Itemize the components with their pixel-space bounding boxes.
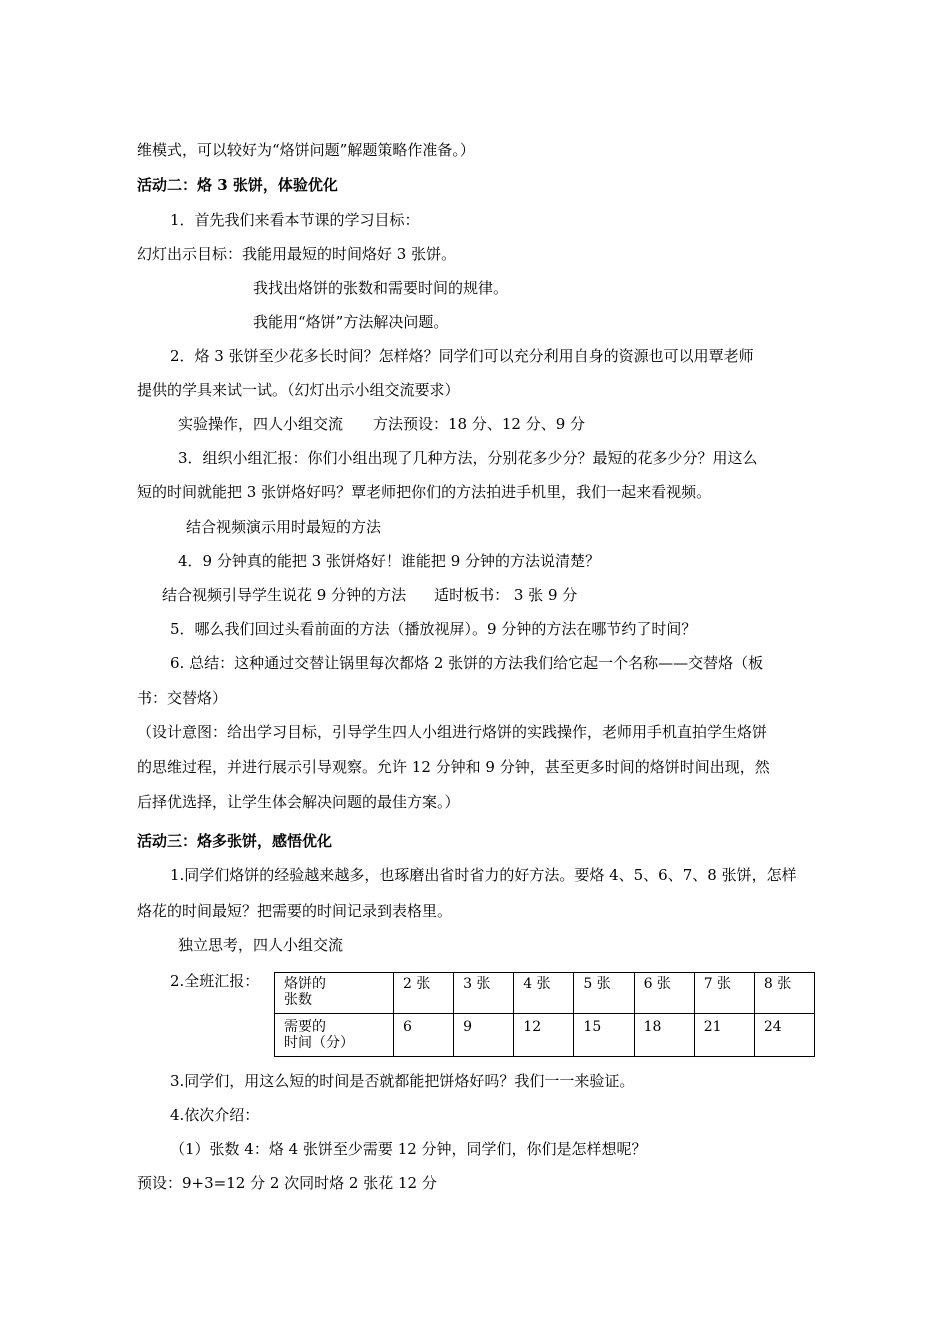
- paragraph-line: 书：交替烙）: [137, 689, 228, 707]
- table-cell: 2 张: [394, 973, 454, 1014]
- table-cell: 8 张: [754, 973, 814, 1014]
- paragraph-line: [178, 414, 585, 434]
- paragraph-line: 预设：9+3=12 分 2 次同时烙 2 张花 12 分: [137, 1174, 437, 1192]
- paragraph-line: 3.同学们，用这么短的时间是否就都能把饼烙好吗？我们一一来验证。: [170, 1072, 635, 1090]
- table-cell: 18: [634, 1014, 694, 1057]
- section-heading-activity-two: 活动二：烙 3 张饼，体验优化: [137, 176, 338, 194]
- table-cell: 6: [394, 1014, 454, 1057]
- paragraph-line: 4.依次介绍：: [170, 1106, 260, 1124]
- paragraph-line: 后择优选择，让学生体会解决问题的最佳方案。）: [137, 793, 460, 811]
- paragraph-line: 烙花的时间最短？把需要的时间记录到表格里。: [137, 902, 453, 920]
- video-guide-text: 结合视频引导学生说花 9 分钟的方法: [162, 586, 407, 604]
- paragraph-line: 3．组织小组汇报：你们小组出现了几种方法，分别花多少分？最短的花多少分？用这么: [178, 449, 758, 467]
- paragraph-line: 短的时间就能把 3 张饼烙好吗？覃老师把你们的方法拍进手机里，我们一起来看视频。: [137, 483, 712, 501]
- paragraph-line: 1．首先我们来看本节课的学习目标：: [170, 211, 420, 229]
- paragraph-line: 维模式，可以较好为“烙饼问题”解题策略作准备。）: [137, 141, 475, 159]
- paragraph-line: （1）张数 4：烙 4 张饼至少需要 12 分钟，同学们，你们是怎样想呢？: [170, 1140, 647, 1158]
- header-line: 时间（分）: [284, 1035, 354, 1051]
- paragraph-line: 幻灯出示目标：我能用最短的时间烙好 3 张饼。: [137, 245, 457, 263]
- header-line: 张数: [284, 992, 312, 1008]
- board-writing-text: 适时板书： 3 张 9 分: [434, 586, 578, 604]
- section-heading-activity-three: 活动三：烙多张饼，感悟优化: [137, 832, 333, 850]
- table-cell: 24: [754, 1014, 814, 1057]
- pancake-time-table: [274, 972, 815, 1057]
- table-cell: 21: [694, 1014, 754, 1057]
- paragraph-line: 6. 总结：这种通过交替让锅里每次都烙 2 张饼的方法我们给它起一个名称——交替烙（板: [170, 654, 764, 672]
- header-line: 需要的: [284, 1019, 326, 1035]
- table-cell: 3 张: [454, 973, 514, 1014]
- paragraph-line: 2.全班汇报：: [170, 972, 260, 990]
- paragraph-line: 的思维过程，并进行展示引导观察。允许 12 分钟和 9 分钟，甚至更多时间的烙饼时间出现，然: [137, 758, 770, 776]
- paragraph-line: 1.同学们烙饼的经验越来越多，也琢磨出省时省力的好方法。要烙 4、5、6、7、8 张饼，怎样: [170, 866, 797, 884]
- table-cell: 9: [454, 1014, 514, 1057]
- table-cell: 15: [574, 1014, 634, 1057]
- experiment-text: 实验操作，四人小组交流: [178, 415, 344, 433]
- table-row: [275, 973, 815, 1014]
- table-cell: 4 张: [514, 973, 574, 1014]
- table-cell: 6 张: [634, 973, 694, 1014]
- paragraph-line: 我找出烙饼的张数和需要时间的规律。: [253, 279, 509, 297]
- method-preset-text: 方法预设：18 分、12 分、9 分: [373, 415, 586, 433]
- header-line: 烙饼的: [284, 976, 326, 992]
- paragraph-line: 5．哪么我们回过头看前面的方法（播放视屏）。9 分钟的方法在哪节约了时间？: [170, 620, 697, 638]
- table-header-cell: [275, 973, 394, 1014]
- table-row: [275, 1014, 815, 1057]
- table-cell: 12: [514, 1014, 574, 1057]
- paragraph-line: 结合视频演示用时最短的方法: [186, 518, 382, 536]
- paragraph-line: 提供的学具来试一试。（幻灯出示小组交流要求）: [137, 381, 460, 399]
- table-header-cell: [275, 1014, 394, 1057]
- paragraph-line: 2．烙 3 张饼至少花多长时间？怎样烙？同学们可以充分利用自身的资源也可以用覃老师: [170, 347, 754, 365]
- paragraph-line: 4．9 分钟真的能把 3 张饼烙好！谁能把 9 分钟的方法说清楚？: [178, 552, 601, 570]
- paragraph-line: 我能用“烙饼”方法解决问题。: [253, 313, 449, 331]
- paragraph-line: 独立思考，四人小组交流: [178, 936, 344, 954]
- table-cell: 7 张: [694, 973, 754, 1014]
- table-cell: 5 张: [574, 973, 634, 1014]
- paragraph-line: （设计意图：给出学习目标，引导学生四人小组进行烙饼的实践操作，老师用手机直拍学生烙饼: [137, 723, 768, 741]
- paragraph-line: [162, 585, 577, 605]
